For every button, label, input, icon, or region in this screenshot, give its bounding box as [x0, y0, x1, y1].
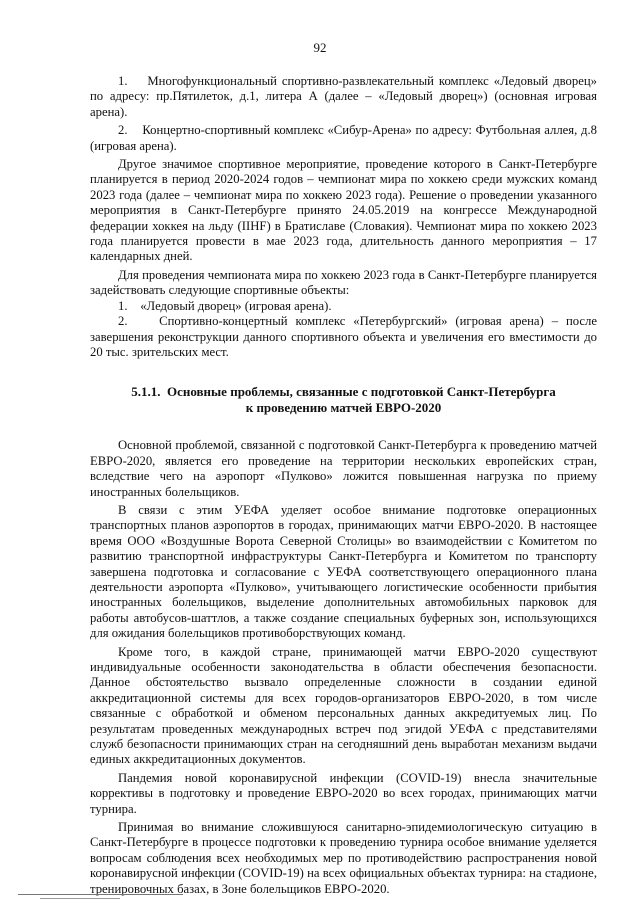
section-heading [90, 384, 597, 416]
scan-artifact-line [18, 894, 183, 895]
paragraph: Другое значимое спортивное мероприятие, проведение которого в Санкт-Петербурге планируется в период 2020-2024 годов – чемпионат мира по хоккею среди мужских команд 2023 года (далее – чемпионат мира по хоккею 2023 года). Решение о проведении указанного мероприятия в Санкт-Петербурге принято 24.05.2019 на конгрессе Международной федерации хоккея на льду (IIHF) в Братиславе (Словакия). Чемпионат мира по хоккею 2023 года планируется провести в мае 2023 года, длительность данного мероприятия – 17 календарных дней. [90, 157, 597, 264]
paragraph: Основной проблемой, связанной с подготовкой Санкт-Петербурга к проведению матчей ЕВРО-2020, является его проведение на территории нескольких европейских стран, вследствие чего на аэропорт «Пулково» ложится повышенная нагрузка по приему иностранных болельщиков. [90, 438, 597, 499]
list-item: 2. Спортивно-концертный комплекс «Петербургский» (игровая арена) – после завершения реконструкции данного спортивного объекта и увеличения его вместимости до 20 тыс. зрительских мест. [90, 314, 597, 359]
paragraph: В связи с этим УЕФА уделяет особое внимание подготовке операционных транспортных планов аэропортов в городах, принимающих матчи ЕВРО-2020. В настоящее время ООО «Воздушные Ворота Северной Столицы» во взаимодействии с Комитетом по развитию транспортной инфраструктуры Санкт-Петербурга и Комитетом по транспорту завершена подготовка и согласование с УЕФА соответствующего операционного плана деятельности аэропорта «Пулково», учитывающего логистические особенности прибытия иностранных болельщиков, выделение дополнительных автомобильных парковок для работы автобусов-шаттлов, а также создание специальных буферных зон, использующихся для ожидания болельщиков противоборствующих команд. [90, 502, 597, 641]
paragraph: Принимая во внимание сложившуюся санитарно-эпидемиологическую ситуацию в Санкт-Петербурге в процессе подготовки к проведению турнира особое внимание уделяется вопросам соблюдения всех необходимых мер по противодействию распространения новой коронавирусной инфекции (COVID-19) на всех официальных объектах турнира: на стадионе, тренировочных базах, в Зоне болельщиков ЕВРО-2020. [90, 820, 597, 896]
paragraph: Кроме того, в каждой стране, принимающей матчи ЕВРО-2020 существуют индивидуальные особенности законодательства в области обеспечения безопасности. Данное обстоятельство вызвало определенные сложности в создании единой аккредитационной системы для всех городов-организаторов ЕВРО-2020, в том числе связанные с обработкой и обменом персональных данных аккредитуемых лиц. По результатам проведенных международных встреч под эгидой УЕФА с представителями служб безопасности принимающих стран на сегодняшний день выработан механизм выдачи единых аккредитационных документов. [90, 644, 597, 767]
page-number: 92 [313, 40, 327, 55]
document-body [90, 74, 597, 900]
scan-artifact-line [40, 898, 120, 899]
list-item: 2. Концертно-спортивный комплекс «Сибур-Арена» по адресу: Футбольная аллея, д.8 (игровая арена). [90, 123, 597, 153]
section-heading-line: 5.1.1. Основные проблемы, связанные с подготовкой Санкт-Петербурга [131, 384, 556, 400]
list-item: 1. Многофункциональный спортивно-развлекательный комплекс «Ледовый дворец» по адресу: пр.Пятилеток, д.1, литера А (далее – «Ледовый дворец») (основная игровая арена). [90, 74, 597, 119]
paragraph: Для проведения чемпионата мира по хоккею 2023 года в Санкт-Петербурге планируется задействовать следующие спортивные объекты: [90, 267, 597, 298]
paragraph: Пандемия новой коронавирусной инфекции (COVID-19) внесла значительные коррективы в подготовку и проведение ЕВРО-2020 во всех городах, принимающих матчи турнира. [90, 770, 597, 816]
list-item: 1. «Ледовый дворец» (игровая арена). [118, 298, 332, 313]
section-heading-line: к проведению матчей ЕВРО-2020 [245, 400, 442, 416]
